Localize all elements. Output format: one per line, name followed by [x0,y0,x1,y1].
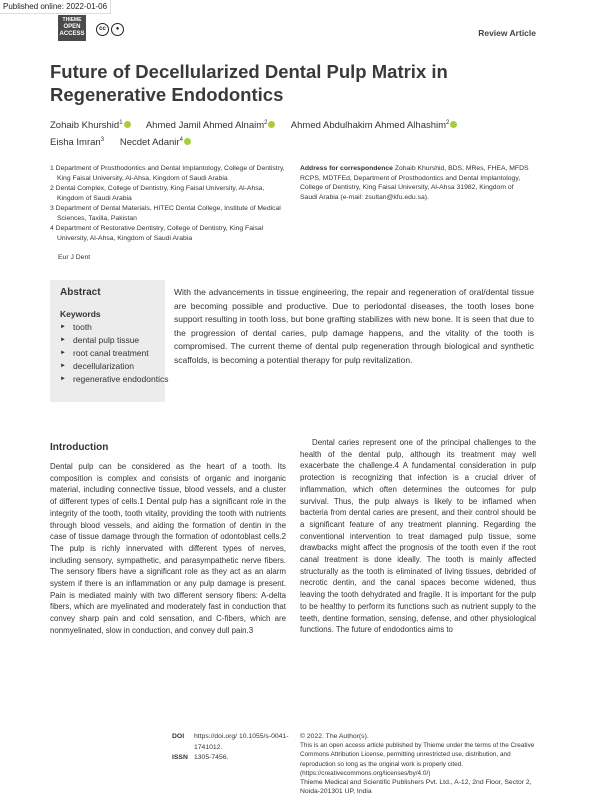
logo-line2: OPEN [63,24,81,30]
orcid-icon[interactable] [268,121,275,128]
journal-abbrev: Eur J Dent [58,254,91,261]
article-type: Review Article [478,28,536,38]
author-name[interactable]: Eisha Imran [50,137,101,149]
correspondence [300,164,530,202]
publisher-text: Thieme Medical and Scientific Publishers Pvt. Ltd., A-12, 2nd Floor, Sector 2, Noida-201301 UP, India [300,779,532,796]
keywords-heading: Keywords [60,309,101,319]
license-icons [96,22,126,36]
author-name[interactable]: Necdet Adanir [119,137,180,149]
author-name[interactable]: Ahmed Jamil Ahmed Alnaim [145,120,265,132]
logo-line3: ACCESS [59,31,85,37]
body-paragraph: Dental caries represent one of the principal challenges to the health of the dental pulp, although its treatment may well exacerbate the challenge.4 A fundamental consideration in pulp protection is recognizing that infection is a crucial driver of inflammation, which often determines the outcomes for pulp survival. Thus, the pulp always is likely to be inflamed when bacteria from dental caries are present, and their control should be a significant feature of any treatment planning. Regarding the conventional intervention to treat damaged pulp tissue, some drawbacks might affect the prognosis of the tooth even if the root canal treatment is done ideally. The tooth is mainly affected structurally as the tooth is eliminated of living tissues, debrided of necrotic dentin, and the canal spaces become widened, thus leaving the tooth dehydrated and fragile. It is important for the pulp to be healthy to perform its functions such as nutrient supply to the teeth, dentine formation, sensing, defense, and other physiological functions. The future of endodontics aims to [300,438,536,635]
doi-value[interactable]: https://doi.org/ 10.1055/s-0041-1741012. [194,733,289,751]
issn-label: ISSN [172,754,188,761]
author-affiliation-marker: 1 [119,120,123,126]
affiliation-item: 4 Department of Restorative Dentistry, College of Dentistry, King Faisal University, Al-Ahsa, Kingdom of Saudi Arabia [50,225,264,242]
keyword-item: ► root canal treatment [60,347,170,360]
keyword-item: ► tooth [60,321,170,334]
doi-block [172,732,289,764]
keyword-item: ► decellularization [60,360,170,373]
keyword-item: ► regenerative endodontics [60,373,170,386]
introduction-heading: Introduction [50,442,109,453]
affiliation-item: 1 Department of Prosthodontics and Dental Implantology, College of Dentistry, King Faisal University, Al-Ahsa, Kingdom of Saudi Arabia [50,165,285,182]
keywords-list [60,321,170,386]
body-column-left: Dental pulp can be considered as the heart of a tooth. Its composition is complex and consists of organic and inorganic material, including connective tissue, blood vessels, and a cluster of different types of cells.1 Dental pulp has a significant role in the integrity of the tooth, tooth vitality, providing the tooth with nutrients through blood vessels, and aiding the formation of dentin in the case of tissue damage through the formation of odontoblast cells.2 The pulp is richly innervated with different types of nerves, including sensory, sympathetic, and parasympathetic nerve fibers. The sensory fibers have a significant role as they act as an alarm system if there is an inflammation or any pulp damage is present. Pain is mediated mainly with two different sensory fibers: A-delta fibers, which are myelinated and moderately fast in conduction that convey sharp pain and cold sensation, and C-fibers, which are nonmyelinated, slow in conduction, and convey dull pain.3 [50,462,286,635]
affiliation-item: 3 Department of Dental Materials, HITEC Dental College, Institute of Medical Sciences, Taxilla, Pakistan [50,205,281,222]
affiliation-item: 2 Dental Complex, College of Dentistry, King Faisal University, Al-Ahsa, Kingdom of Saudi Arabia [50,185,265,202]
correspondence-label: Address for correspondence [300,165,393,172]
by-icon: ● [111,23,124,36]
copyright-block [300,732,536,796]
cc-icon: cc [96,23,109,36]
abstract-heading: Abstract [60,287,101,298]
license-text: This is an open access article published by Thieme under the terms of the Creative Commons Attribution License, permitting unrestricted use, distribution, and reproduction so long as the original work is properly cited. (https://creativecommons.org/licenses/by/4.0/) [300,742,535,777]
logo-line1: THIEME [62,17,82,23]
orcid-icon[interactable] [124,121,131,128]
orcid-icon[interactable] [184,138,191,145]
author-list [50,116,550,150]
copyright-line: © 2022. The Author(s). [300,733,369,740]
abstract-text: With the advancements in tissue engineering, the repair and regeneration of oral/dental tissue are becoming possible and productive. Due to periodontal diseases, the tooth loses bone support resulting in tooth loss, but bone grafting stabilizes with new bone. It is seen that due to the progression of dental caries, pulp damage happens, and the vitality of the tooth is compromised. The current theme of dental pulp regeneration through biological and synthetic scaffolds, is becoming a potential therapy for pulp revitalization. [174,287,534,365]
author-affiliation-marker: 2 [264,120,268,126]
orcid-icon[interactable] [450,121,457,128]
author-affiliation-marker: 2 [446,120,450,126]
correspondence-text: Zohaib Khurshid, BDS, MRes, FHEA, MFDS RCPS, MDTFEd, Department of Prosthodontics and Dental Implantology, College of Dentistry, King Faisal University, Al-Ahsa 31982, Kingdom of Saudi Arabia (e-mail: zsultan@kfu.edu.sa). [300,165,529,201]
article-title: Future of Decellularized Dental Pulp Matrix in Regenerative Endodontics [50,61,448,105]
author-name[interactable]: Zohaib Khurshid [50,120,120,132]
doi-label: DOI [172,733,185,740]
author-affiliation-marker: 4 [179,137,183,144]
published-online-tag: Published online: 2022-01-06 [0,0,111,14]
thieme-open-access-logo [58,15,86,41]
keyword-item: ► dental pulp tissue [60,334,170,347]
issn-value: 1305-7456. [194,754,229,761]
body-column-right [300,437,536,636]
affiliations [50,164,290,244]
author-affiliation-marker: 3 [100,137,105,144]
author-name[interactable]: Ahmed Abdulhakim Ahmed Alhashim [290,120,447,132]
